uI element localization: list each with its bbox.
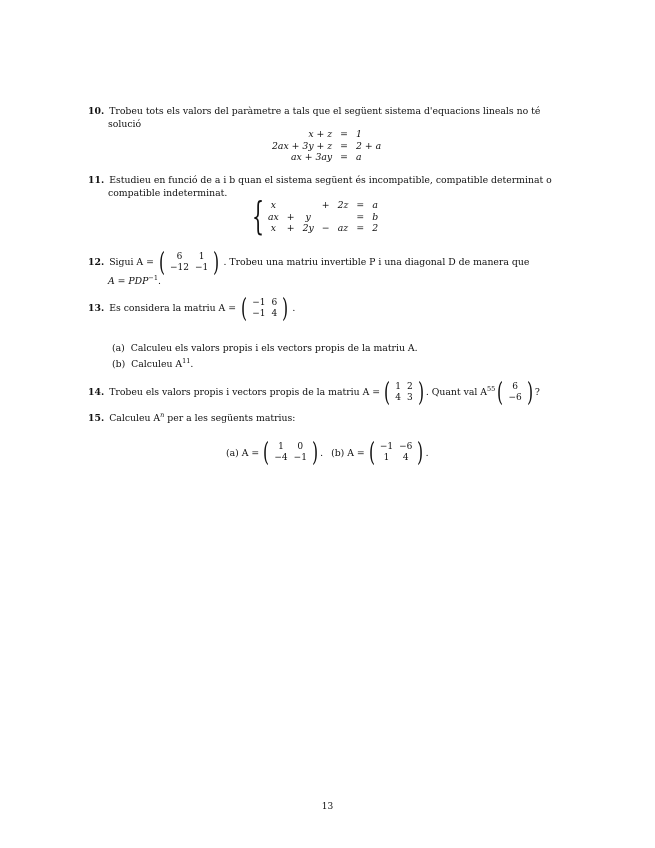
math-cell: − <box>321 223 330 234</box>
item-label: (b) <box>112 359 126 370</box>
matrix: ( 6 1 −12 −1 ) <box>158 248 220 278</box>
problem-number: 13. <box>88 302 105 314</box>
math-cell: = <box>340 152 348 163</box>
math-cell: 1 <box>198 252 205 262</box>
superscript: n <box>160 411 165 419</box>
problem-text: Es considera la matriu A = <box>109 302 237 314</box>
question-mark: ? <box>534 386 540 398</box>
math-cell: x <box>270 223 277 234</box>
math-cell: 3 <box>406 393 413 403</box>
period: . <box>190 359 194 370</box>
math-cell: 6 <box>512 382 518 392</box>
math-cell: b <box>372 211 379 223</box>
math-cell: 4 <box>395 393 401 403</box>
math-cell: x + z <box>308 129 333 140</box>
math-cell: az <box>337 223 349 234</box>
matrix-row <box>392 382 415 393</box>
problem-11 <box>88 175 550 200</box>
math-cell: 4 <box>271 309 278 319</box>
problem-text: . Quant val A <box>425 386 488 398</box>
math-cell: 6 <box>176 252 183 262</box>
math-cell: 1 <box>355 129 362 140</box>
superscript: 11 <box>182 357 191 365</box>
problem-15 <box>88 413 550 426</box>
math-cell <box>283 200 299 212</box>
math-cell: a <box>355 152 362 163</box>
math-cell: a <box>372 200 378 211</box>
problem-number: 10. <box>88 106 105 117</box>
matrix: ( −1 6 −1 4 ) <box>241 294 289 324</box>
math-cell: −1 <box>195 263 209 273</box>
label-b: (b) A = <box>331 447 365 459</box>
math-cell: −4 <box>274 453 288 463</box>
math-cell: 0 <box>297 442 304 452</box>
math-cell: 2 <box>372 223 379 234</box>
label-a: (a) A = <box>226 447 260 459</box>
matrix-b: ( −1 −6 1 4 ) <box>368 438 424 468</box>
problem-number: 12. <box>88 256 105 268</box>
math-cell: −1 <box>379 442 394 452</box>
math-cell: 2ax + 3y + z <box>272 140 333 152</box>
matrix-row <box>377 453 416 464</box>
matrix: ( 1 2 4 3 ) <box>384 378 424 408</box>
math-cell: + <box>286 223 295 234</box>
equation-row <box>268 129 385 141</box>
equation-system-11 <box>264 200 382 235</box>
matrix-row <box>505 382 524 393</box>
matrix-row <box>271 442 310 453</box>
page-number: 13 <box>321 802 334 812</box>
math-cell: = <box>356 200 365 211</box>
math-cell: −1 <box>252 298 266 308</box>
math-cell: ax <box>268 211 279 223</box>
equation-system-10 <box>268 129 385 164</box>
matrix-row <box>167 252 211 263</box>
period: . <box>320 447 324 459</box>
equation-row <box>268 141 385 153</box>
math-cell <box>318 212 334 224</box>
problem-12 <box>88 250 550 289</box>
period: . <box>425 447 429 459</box>
matrices-15 <box>226 438 429 468</box>
math-cell: −6 <box>399 442 413 452</box>
problem-text: Trobeu tots els valors del paràmetre a tals que el següent sistema d'equacions lineals no té <box>109 106 541 117</box>
problem-text: per a les següents matrius: <box>164 413 296 424</box>
matrix-row <box>392 393 415 404</box>
math-cell <box>299 200 318 212</box>
math-cell: + <box>321 200 330 211</box>
matrix-row <box>167 263 211 274</box>
problem-text: Trobeu els valors propis i vectors propis de la matriu A = <box>109 386 381 398</box>
math-cell: = <box>356 211 365 223</box>
math-cell: = <box>340 129 348 140</box>
problem-text: . Trobeu una matriu invertible P i una diagonal D de manera que <box>223 256 530 268</box>
problem-text: Sigui A = <box>109 256 154 268</box>
math-cell: 2 + a <box>355 140 382 152</box>
subitem-b <box>112 359 193 370</box>
problem-text-continued: solució <box>108 118 142 130</box>
item-text: Calculeu els valors propis i els vectors propis de la matriu A. <box>130 343 418 354</box>
equation-row <box>264 212 382 224</box>
left-brace: { <box>252 194 265 238</box>
math-cell: + <box>286 211 295 223</box>
math-cell: 1 <box>395 382 401 392</box>
math-cell: = <box>340 140 348 152</box>
math-cell <box>334 212 353 224</box>
problem-number: 11. <box>88 175 105 186</box>
problem-text: Estudieu en funció de a i b quan el sistema següent és incompatible, compatible determinat o <box>109 175 552 186</box>
superscript: −1 <box>148 274 158 282</box>
math-cell: −12 <box>170 263 190 273</box>
math-cell: ax + 3ay <box>290 152 333 163</box>
problem-number: 14. <box>88 386 105 398</box>
problem-14 <box>88 380 550 406</box>
matrix-row <box>505 393 524 404</box>
problem-13 <box>88 296 550 322</box>
vector: ( 6 −6 ) <box>497 378 533 408</box>
math-cell: 2y <box>302 223 314 234</box>
math-cell: −6 <box>508 393 522 403</box>
equation-row <box>264 200 382 212</box>
math-cell: x <box>270 200 277 211</box>
superscript: 55 <box>487 384 496 393</box>
math-cell: 1 <box>383 453 390 463</box>
problem-number: 15. <box>88 413 105 424</box>
problem-10 <box>88 106 550 131</box>
problem-text: Calculeu A <box>109 413 161 424</box>
math-cell: y <box>305 211 311 223</box>
matrix-row <box>271 453 310 464</box>
equation-row <box>264 223 382 235</box>
math-cell: 1 <box>278 442 284 452</box>
problem-text-continued: compatible indeterminat. <box>108 187 228 199</box>
subitem-a <box>112 343 418 354</box>
math-cell: −1 <box>252 309 266 319</box>
math-cell: 6 <box>271 298 278 308</box>
item-text: Calculeu A <box>131 359 183 370</box>
matrix-a: ( 1 0 −4 −1 ) <box>263 438 319 468</box>
math-cell: −1 <box>293 453 307 463</box>
matrix-row <box>249 309 280 320</box>
item-label: (a) <box>112 343 125 354</box>
formula: A = PDP <box>108 276 149 287</box>
period: . <box>292 302 296 314</box>
equation-row <box>268 152 385 164</box>
math-cell: 2z <box>337 200 349 211</box>
matrix-row <box>377 442 416 453</box>
matrix-row <box>249 298 280 309</box>
math-cell: 4 <box>402 453 409 463</box>
period: . <box>157 276 161 287</box>
math-cell: 2 <box>406 382 413 392</box>
math-cell: = <box>356 223 365 234</box>
